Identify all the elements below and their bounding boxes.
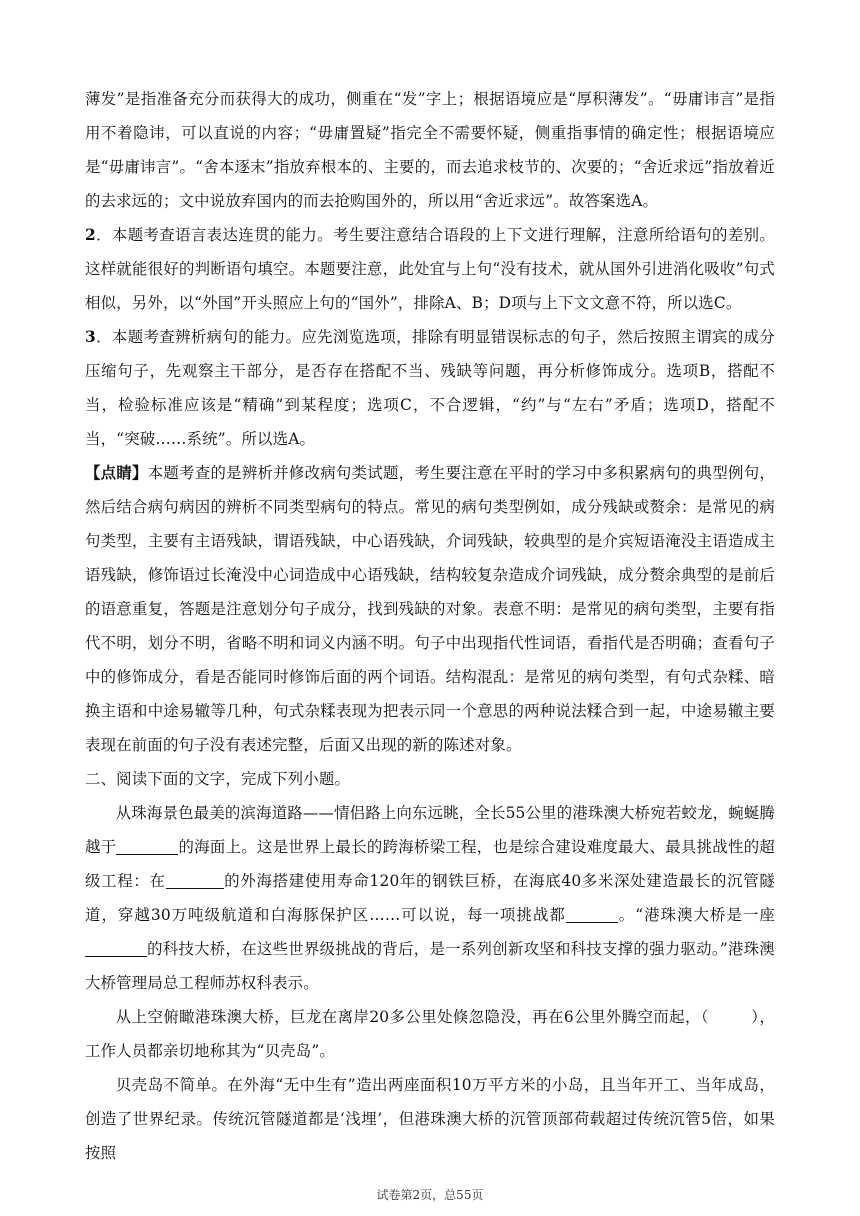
reading-p1-s5: 的科技大桥，在这些世界级挑战的背后，是一系列创新攻坚和科技支撑的强力驱动。”港珠澳大桥管理局总工程师苏权科表示。	[85, 940, 775, 992]
blank-2	[166, 870, 224, 889]
answer-explanation-3	[85, 320, 775, 456]
reading-p2-s2: ），工作人员都亲切地称其为“贝壳岛”。	[85, 1008, 775, 1060]
section-2-heading: 二、阅读下面的文字，完成下列小题。	[85, 770, 351, 788]
reading-p2-s1: 从上空俯瞰港珠澳大桥，巨龙在离岸20多公里处倏忽隐没，再在6公里外腾空而起，（	[115, 1008, 709, 1026]
answer-explanation-2	[85, 218, 775, 320]
answer-explanation-2-text: ．本题考查语言表达连贯的能力。考生要注意结合语段的上下文进行理解，注意所给语句的差别。这样就能很好的判断语句填空。本题要注意，此处宜与上句“没有技术，就从国外引进消化吸收”句式相似，另外，以“外国”开头照应上句的“国外”，排除A、B；D项与上下文文意不符，所以选C。	[85, 226, 775, 312]
answer-explanation-1-continued: 薄发”是指准备充分而获得大的成功，侧重在“发”字上；根据语境应是“厚积薄发”。“毋庸讳言”是指用不着隐讳，可以直说的内容；“毋庸置疑”指完全不需要怀疑，侧重指事情的确定性；根据语境应是“毋庸讳言”。“舍本逐末”指放弃根本的、主要的，而去追求枝节的、次要的；“舍近求远”指放着近的去求远的；文中说放弃国内的而去抢购国外的，所以用“舍近求远”。故答案选A。	[85, 90, 775, 210]
reading-paragraph-3: 贝壳岛不简单。在外海“无中生有”造出两座面积10万平方米的小岛，且当年开工、当年成岛，创造了世界纪录。传统沉管隧道都是‘浅埋’，但港珠澳大桥的沉管顶部荷载超过传统沉管5倍，如果按照	[85, 1076, 775, 1162]
reading-paragraph-1	[85, 796, 775, 1000]
tip-label: 【点睛】	[85, 464, 148, 482]
document-body	[85, 82, 775, 1170]
tip-text: 本题考查的是辨析并修改病句类试题，考生要注意在平时的学习中多积累病句的典型例句，然后结合病句病因的辨析不同类型病句的特点。常见的病句类型例如，成分残缺或赘余：是常见的病句类型，主要有主语残缺，谓语残缺，中心语残缺，介词残缺，较典型的是介宾短语淹没主语造成主语残缺，修饰语过长淹没中心词造成中心语残缺，结构较复杂造成介词残缺，成分赘余典型的是前后的语意重复，答题是注意划分句子成分，找到残缺的对象。表意不明：是常见的病句类型，主要有指代不明，划分不明，省略不明和词义内涵不明。句子中出现指代性词语，看指代是否明确；查看句子中的修饰成分，看是否能同时修饰后面的两个词语。结构混乱：是常见的病句类型，有句式杂糅、暗换主语和中途易辙等几种，句式杂糅表现为把表示同一个意思的两种说法糅合到一起，中途易辙主要表现在前面的句子没有表述完整，后面又出现的新的陈述对象。	[85, 464, 775, 754]
reading-paragraph-2	[85, 1000, 775, 1068]
reading-p1-s4: 。“港珠澳大桥是一座	[617, 906, 775, 924]
blank-1	[116, 836, 178, 855]
answer-explanation-3-text: ．本题考查辨析病句的能力。应先浏览选项，排除有明显错误标志的句子，然后按照主谓宾的成分压缩句子，先观察主干部分，是否存在搭配不当、残缺等问题，再分析修饰成分。选项B，搭配不当，检验标准应该是“精确”到某程度；选项C，不合逻辑，“约”与“左右”矛盾；选项D，搭配不当，“突破……系统”。所以选A。	[85, 328, 775, 448]
item-number-3: 3	[85, 328, 96, 346]
page-footer: 试卷第2页，总55页	[376, 1188, 484, 1202]
reading-p1-s2: 的海面上。这是世界上最长的跨海桥梁工程，也是综合建设难度最大、最具挑战性的超级工程：在	[85, 838, 775, 890]
blank-4	[85, 938, 147, 957]
reading-p1-s1: 从珠海景色最美的滨海道路——情侣路上向东远眺，全长55公里的港珠澳大桥宛若蛟龙，蜿蜒腾越于	[85, 804, 775, 856]
item-number-2: 2	[85, 226, 96, 244]
reading-p1-s3: 的外海搭建使用寿命120年的钢铁巨桥，在海底40多米深处建造最长的沉管隧道，穿越30万吨级航道和白海豚保护区……可以说，每一项挑战都	[85, 872, 775, 924]
blank-3	[566, 904, 618, 923]
tip-paragraph	[85, 456, 775, 762]
